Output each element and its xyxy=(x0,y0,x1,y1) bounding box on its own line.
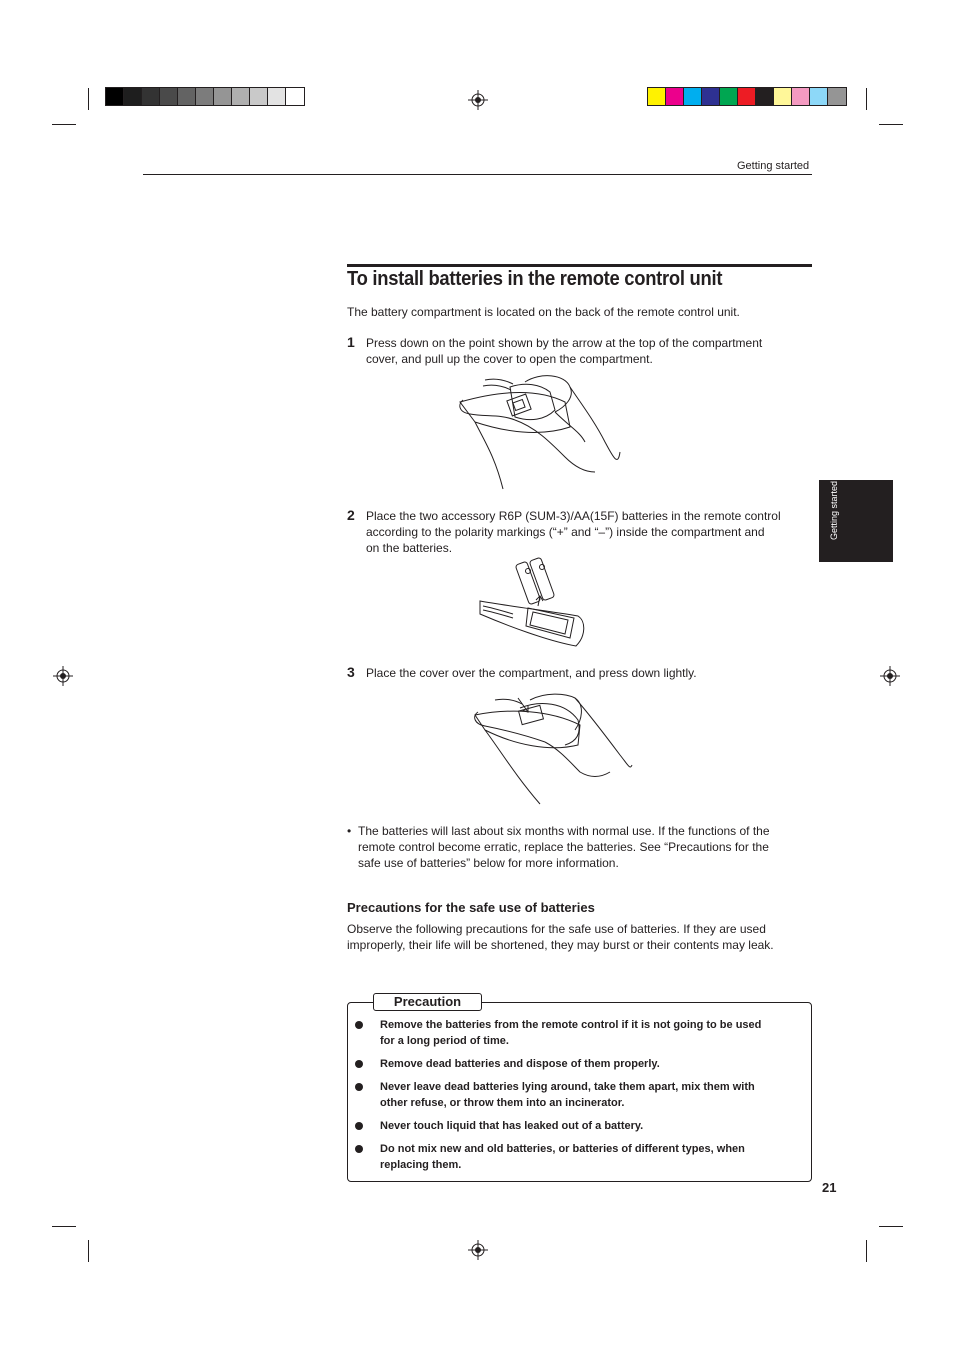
step-text-line: on the batteries. xyxy=(366,541,453,555)
note-text-line: safe use of batteries” below for more information. xyxy=(358,856,619,870)
step-text-line: Place the two accessory R6P (SUM-3)/AA(15F) batteries in the remote control xyxy=(366,509,781,523)
precaution-item-line: other refuse, or throw them into an incinerator. xyxy=(380,1097,625,1109)
bullet-icon xyxy=(355,1021,363,1029)
precautions-intro-line: Observe the following precautions for the safe use of batteries. If they are used xyxy=(347,922,766,936)
insert-batteries-illustration xyxy=(478,556,588,656)
note-text xyxy=(358,823,770,871)
registration-mark-icon xyxy=(468,1240,488,1260)
registration-mark-icon xyxy=(880,666,900,686)
step-number: 1 xyxy=(347,334,355,350)
precaution-item xyxy=(380,1017,804,1049)
color-swatch xyxy=(792,88,810,105)
running-head: Getting started xyxy=(737,160,810,172)
precaution-item-line: replacing them. xyxy=(380,1159,462,1171)
step-text xyxy=(366,335,762,367)
precaution-label: Precaution xyxy=(373,993,482,1011)
bullet-icon xyxy=(355,1122,363,1130)
step-text xyxy=(366,508,781,556)
precaution-item-line: Never touch liquid that has leaked out of a battery. xyxy=(380,1120,644,1132)
step-text-line: Press down on the point shown by the arrow at the top of the compartment xyxy=(366,336,763,350)
note-bullet: • xyxy=(347,824,352,838)
color-swatch xyxy=(250,88,268,105)
crop-mark xyxy=(866,88,867,110)
crop-mark xyxy=(879,124,903,125)
precaution-item-line: Remove the batteries from the remote control if it is not going to be used xyxy=(380,1019,762,1031)
page-title: To install batteries in the remote control unit xyxy=(347,268,723,290)
color-swatch xyxy=(142,88,160,105)
precaution-item-line: Never leave dead batteries lying around, take them apart, mix them with xyxy=(380,1081,755,1093)
color-swatch xyxy=(178,88,196,105)
crop-mark xyxy=(88,1240,89,1262)
precaution-item-line: Remove dead batteries and dispose of them properly. xyxy=(380,1058,660,1070)
step-text-line: according to the polarity markings (“+” and “–”) inside the compartment and xyxy=(366,525,765,539)
color-swatch xyxy=(232,88,250,105)
bullet-icon xyxy=(355,1145,363,1153)
page-number: 21 xyxy=(822,1180,837,1195)
color-swatch xyxy=(684,88,702,105)
precaution-item xyxy=(380,1056,804,1072)
color-swatch xyxy=(160,88,178,105)
close-cover-illustration xyxy=(470,690,634,806)
header-rule xyxy=(143,174,812,175)
color-swatch xyxy=(124,88,142,105)
step-number: 2 xyxy=(347,507,355,523)
intro-text: The battery compartment is located on the back of the remote control unit. xyxy=(347,305,740,319)
color-swatch xyxy=(268,88,286,105)
crop-mark xyxy=(88,88,89,110)
step-text xyxy=(366,665,697,681)
registration-mark-icon xyxy=(53,666,73,686)
color-swatch xyxy=(720,88,738,105)
crop-mark xyxy=(52,1226,76,1227)
crop-mark xyxy=(866,1240,867,1262)
crop-mark xyxy=(52,124,76,125)
color-swatch xyxy=(196,88,214,105)
precaution-item-line: for a long period of time. xyxy=(380,1035,509,1047)
color-swatch xyxy=(666,88,684,105)
crop-mark xyxy=(879,1226,903,1227)
color-swatch xyxy=(810,88,828,105)
precautions-heading: Precautions for the safe use of batteries xyxy=(347,900,595,915)
color-swatch xyxy=(774,88,792,105)
registration-mark-icon xyxy=(468,90,488,110)
precaution-item xyxy=(380,1118,804,1134)
section-side-tab xyxy=(819,480,893,562)
step-text-line: Place the cover over the compartment, and press down lightly. xyxy=(366,666,697,680)
color-swatch xyxy=(648,88,666,105)
color-swatch xyxy=(214,88,232,105)
color-swatch xyxy=(756,88,774,105)
precaution-item-line: Do not mix new and old batteries, or batteries of different types, when xyxy=(380,1143,745,1155)
step-text-line: cover, and pull up the cover to open the compartment. xyxy=(366,352,653,366)
bullet-icon xyxy=(355,1060,363,1068)
precautions-intro xyxy=(347,921,774,953)
precautions-intro-line: improperly, their life will be shortened, they may burst or their contents may leak. xyxy=(347,938,774,952)
color-swatch xyxy=(106,88,124,105)
color-swatch xyxy=(702,88,720,105)
step-number: 3 xyxy=(347,664,355,680)
side-tab-label: Getting started xyxy=(829,480,839,540)
precaution-item xyxy=(380,1079,804,1111)
bullet-icon xyxy=(355,1083,363,1091)
color-swatch xyxy=(738,88,756,105)
precaution-item xyxy=(380,1141,804,1173)
title-rule xyxy=(347,264,812,267)
color-swatch xyxy=(828,88,846,105)
color-swatch xyxy=(286,88,304,105)
open-compartment-illustration xyxy=(455,372,625,490)
note-text-line: remote control become erratic, replace the batteries. See “Precautions for the xyxy=(358,840,769,854)
note-text-line: The batteries will last about six months with normal use. If the functions of the xyxy=(358,824,770,838)
